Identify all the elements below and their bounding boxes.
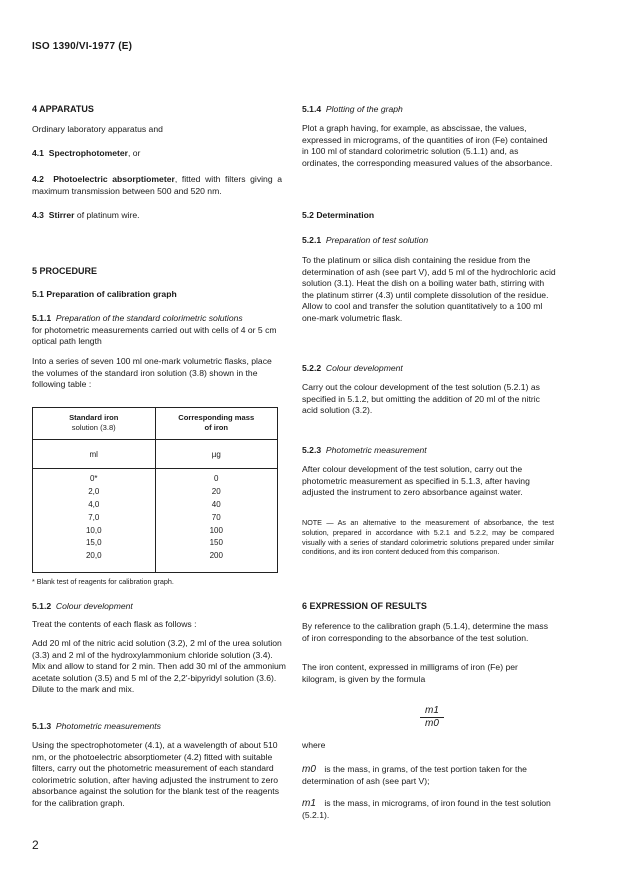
table-cell: 10,0 [85,525,102,535]
m1-symbol: m1 [302,798,316,809]
where-label: where [302,740,326,750]
section-5-2-1-heading [302,235,428,247]
section-6-paragraph-1: By reference to the calibration graph (5.1.4), determine the mass of iron corresponding to the absorbance of the test solution. [302,621,549,643]
section-5-2-2-heading [302,363,403,375]
table-header-volume [33,408,156,439]
section-4-1 [32,148,290,160]
section-5-1-2-title: Colour development [55,601,133,611]
table-header-mass [156,408,278,439]
formula-denominator: m0 [425,718,439,729]
section-4-3-title: Stirrer [48,210,75,220]
table-cell: 0* [89,474,98,483]
apparatus-heading: 4 APPARATUS [32,104,94,114]
table-cell: 40 [211,499,221,509]
m0-definition [302,764,554,787]
table-units-row [33,440,277,469]
section-5-2-1-text: To the platinum or silica dish containing the residue from the determination of ash (see part V), add 5 ml of the hydrochloric acid solution (3.1). Heat the dish on a boiling water bath, stirring with the platinum stirrer (4.3) until complete dissolution of the residue. Allow to cool and transfer the solution quantitatively to a 100 ml one-mark volumetric flask. [302,255,556,323]
table-header-mass-line1: Corresponding mass [178,413,255,422]
table-cell: 7,0 [88,512,100,522]
procedure-heading: 5 PROCEDURE [32,266,98,276]
section-5-1-3-text: Using the spectrophotometer (4.1), at a wavelength of about 510 nm, or the photoelectric absorptiometer (4.2) fitted with suitable filters, carry out the photometric measurement of each standard colorimetric solution, after having adjusted the instrument to zero absorbance against the solution for the blank test of the reagents for the calibration graph. [32,740,279,808]
table-header [33,408,277,440]
table-cell: 20,0 [85,551,102,561]
table-mass-column [156,469,278,573]
section-4-3-number: 4.3 [32,210,44,220]
table-unit-volume: ml [33,440,156,468]
table-cell: 20 [211,486,221,496]
table-body [33,469,277,573]
section-5-2-3-text: After colour development of the test solution, carry out the photometric measurement as specified in 5.1.3, after having adjusted the instrument to zero absorbance against water. [302,464,530,498]
section-4-2-number: 4.2 [32,174,44,184]
table-header-volume-line1: Standard iron [69,413,119,422]
section-5-1-4-number: 5.1.4 [302,104,322,114]
m0-symbol: m0 [302,764,316,775]
section-5-2-1-number: 5.2.1 [302,235,322,245]
section-4-1-text: , or [128,148,141,158]
table-cell: 2,0 [88,486,100,496]
page-number: 2 [32,838,39,852]
table-cell: 4,0 [88,499,100,509]
section-5-1-1 [32,313,282,348]
section-5-1-4-title: Plotting of the graph [325,104,403,114]
section-5-2-2-text: Carry out the colour development of the test solution (5.2.1) as specified in 5.1.2, but omitting the addition of 20 ml of the nitric acid solution (3.2). [302,382,540,416]
section-5-1-1-paragraph: Into a series of seven 100 ml one-mark volumetric flasks, place the volumes of the standard iron solution (3.8) shown in the following table : [32,356,272,390]
section-5-1-1-number: 5.1.1 [32,313,52,323]
section-5-1-2-number: 5.1.2 [32,601,52,611]
formula-numerator: m1 [420,705,444,718]
section-5-1-2-text: Add 20 ml of the nitric acid solution (3.2), 2 ml of the urea solution (3.3) and 2 ml of the hydroxylammonium chloride solution (3.4). Mix and allow to stand for 2 min. Then add 30 ml of the ammonium acetate solution (3.5) and 5 ml of the 2,2'-bipyridyl solution (3.6). Dilute to the mark and mix. [32,638,286,695]
section-5-1-3-heading [32,721,161,733]
section-4-2-text: , fitted with filters giving a maximum transmission between 500 and 520 nm. [32,174,282,196]
apparatus-text: Ordinary laboratory apparatus and [32,124,163,134]
table-volume-column [33,469,156,573]
table-cell: 100 [209,525,223,535]
table-cell: 200 [209,551,223,561]
section-5-1-4-heading [302,104,403,116]
section-5-1-3-title: Photometric measurements [55,721,161,731]
section-6-heading: 6 EXPRESSION OF RESULTS [302,601,427,611]
section-5-2-3-number: 5.2.3 [302,445,322,455]
table-cell: 70 [211,512,221,522]
table-footnote: * Blank test of reagents for calibration graph. [32,577,174,586]
iron-formula [420,705,444,729]
section-5-2-3-heading [302,445,427,457]
m0-text: is the mass, in grams, of the test portion taken for the determination of ash (see part V); [302,764,527,786]
section-5-1-4-text: Plot a graph having, for example, as abscissae, the values, expressed in micrograms, of the quantities of iron (Fe) contained in 100 ml of standard colorimetric solution (5.1.1) and, as ordinates, the corresponding measured values of the absorbance. [302,123,553,168]
note-text: NOTE — As an alternative to the measurement of absorbance, the test solution, prepared in accordance with 5.2.1 and 5.2.2, may be compared visually with a series of standard colorimetric solutions prepared under similar conditions, and its iron content deduced from this comparison. [302,518,554,557]
section-5-2-1-title: Preparation of test solution [325,235,429,245]
table-cell: 150 [209,538,223,548]
m1-text: is the mass, in micrograms, of iron found in the test solution (5.2.1). [302,798,551,820]
section-5-1-2-intro: Treat the contents of each flask as follows : [32,619,197,629]
section-4-2-title: Photoelectric absorptiometer [53,174,175,184]
section-4-2 [32,174,282,197]
section-4-3 [32,210,290,222]
section-5-1-1-text: for photometric measurements carried out with cells of 4 or 5 cm optical path length [32,324,277,347]
section-5-2-2-title: Colour development [325,363,403,373]
section-5-2-2-number: 5.2.2 [302,363,322,373]
section-5-1-2-heading [32,601,133,613]
section-5-1-3-number: 5.1.3 [32,721,52,731]
section-6-paragraph-2: The iron content, expressed in milligrams of iron (Fe) per kilogram, is given by the formula [302,662,518,684]
table-header-volume-line2: solution (3.8) [71,423,116,432]
section-5-2-3-title: Photometric measurement [325,445,427,455]
section-5-1-1-title: Preparation of the standard colorimetric solutions [55,313,243,323]
section-4-1-title: Spectrophotometer [48,148,128,158]
section-4-1-number: 4.1 [32,148,44,158]
table-cell: 15,0 [85,538,102,548]
document-header: ISO 1390/VI-1977 (E) [32,41,133,52]
table-cell: 0 [214,474,219,483]
table-header-mass-line2: of iron [204,423,229,432]
section-5-1-heading: 5.1 Preparation of calibration graph [32,289,177,299]
section-4-3-text: of platinum wire. [74,210,140,220]
table-unit-mass: µg [211,449,221,459]
section-5-2-heading: 5.2 Determination [302,210,375,220]
iron-standard-table [32,407,278,573]
m1-definition [302,798,554,821]
